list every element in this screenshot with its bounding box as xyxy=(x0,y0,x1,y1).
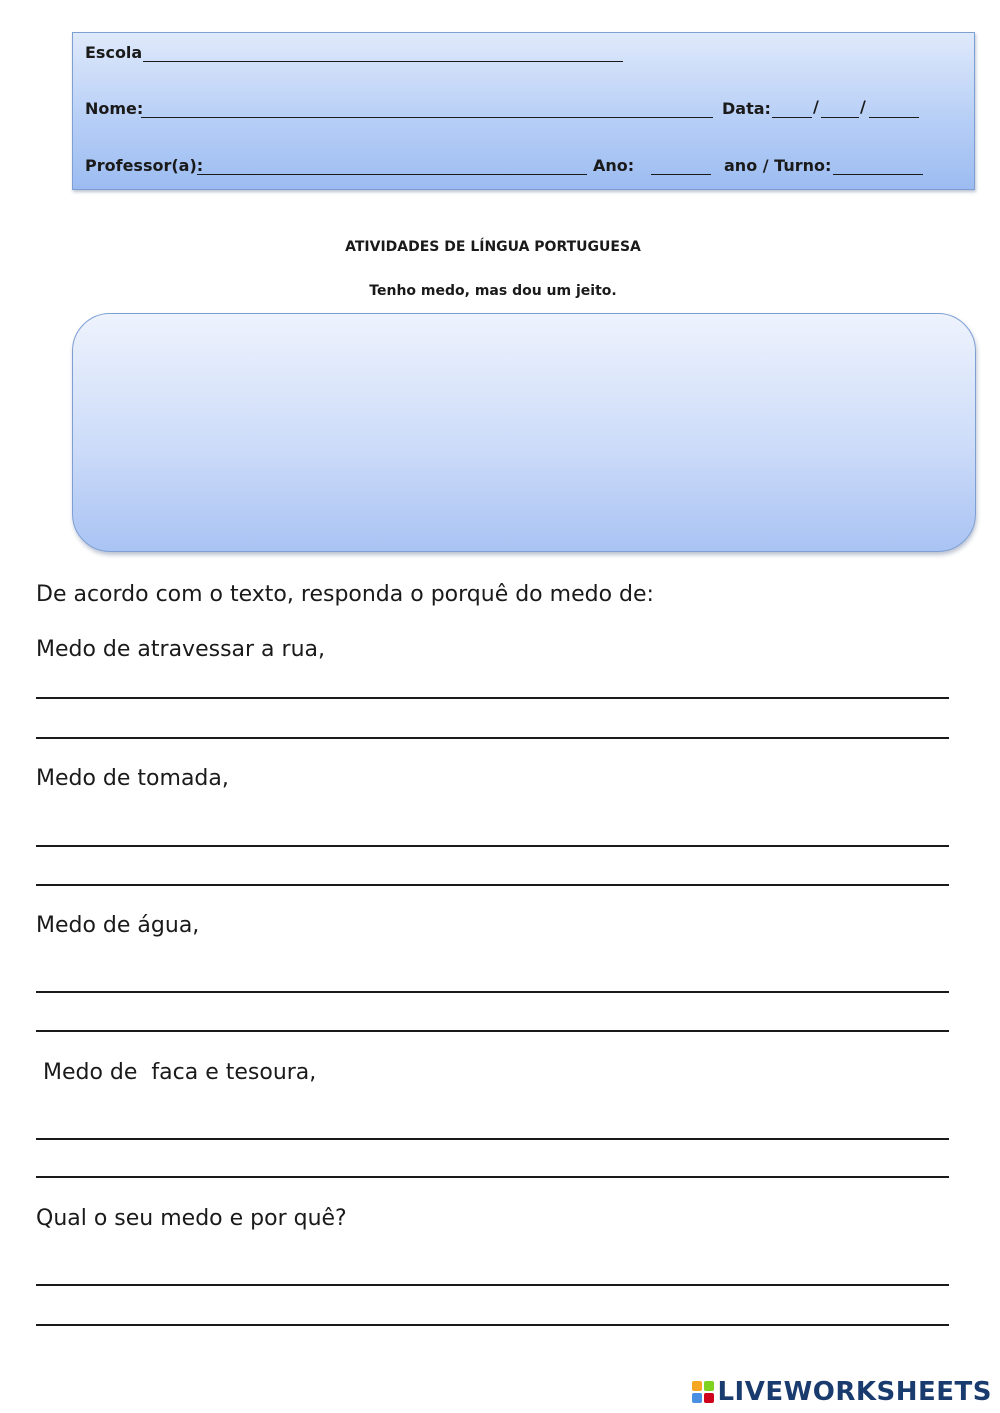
logo-square xyxy=(704,1393,714,1403)
year-label: Ano: xyxy=(593,156,635,175)
student-info-header xyxy=(72,32,975,190)
logo-square xyxy=(692,1381,702,1391)
question-3: Medo de água, xyxy=(36,913,200,938)
name-field[interactable] xyxy=(141,117,713,118)
answer-line[interactable] xyxy=(36,737,949,739)
answer-line[interactable] xyxy=(36,697,949,699)
grade-shift-label: ano / Turno: xyxy=(724,156,832,175)
date-separator: / xyxy=(813,97,819,116)
name-label: Nome: xyxy=(85,99,144,118)
date-month-field[interactable] xyxy=(821,117,859,118)
answer-line[interactable] xyxy=(36,1176,949,1178)
school-field[interactable] xyxy=(143,61,623,62)
teacher-label: Professor(a): xyxy=(85,156,204,175)
date-separator: / xyxy=(860,97,866,116)
school-label: Escola xyxy=(85,43,143,62)
liveworksheets-logo xyxy=(692,1377,992,1407)
answer-line[interactable] xyxy=(36,1138,949,1140)
logo-wordmark: LIVEWORKSHEETS xyxy=(717,1377,992,1407)
page-subtitle: Tenho medo, mas dou um jeito. xyxy=(369,283,617,299)
question-2: Medo de tomada, xyxy=(36,766,229,791)
question-1: Medo de atravessar a rua, xyxy=(36,637,325,662)
answer-line[interactable] xyxy=(36,1284,949,1286)
answer-line[interactable] xyxy=(36,884,949,886)
answer-line[interactable] xyxy=(36,845,949,847)
question-5: Qual o seu medo e por quê? xyxy=(36,1206,347,1231)
reading-text-panel xyxy=(72,313,976,552)
year-field[interactable] xyxy=(651,174,711,175)
date-year-field[interactable] xyxy=(869,117,919,118)
date-day-field[interactable] xyxy=(772,117,812,118)
logo-square xyxy=(704,1381,714,1391)
page-title: ATIVIDADES DE LÍNGUA PORTUGUESA xyxy=(345,239,641,255)
answer-line[interactable] xyxy=(36,1030,949,1032)
answer-line[interactable] xyxy=(36,1324,949,1326)
teacher-field[interactable] xyxy=(197,174,587,175)
logo-mark-icon xyxy=(692,1381,714,1403)
question-4: Medo de faca e tesoura, xyxy=(36,1060,317,1085)
date-label: Data: xyxy=(722,99,771,118)
answer-line[interactable] xyxy=(36,991,949,993)
shift-field[interactable] xyxy=(833,174,923,175)
logo-square xyxy=(692,1393,702,1403)
instruction-text: De acordo com o texto, responda o porquê do medo de: xyxy=(36,582,654,607)
